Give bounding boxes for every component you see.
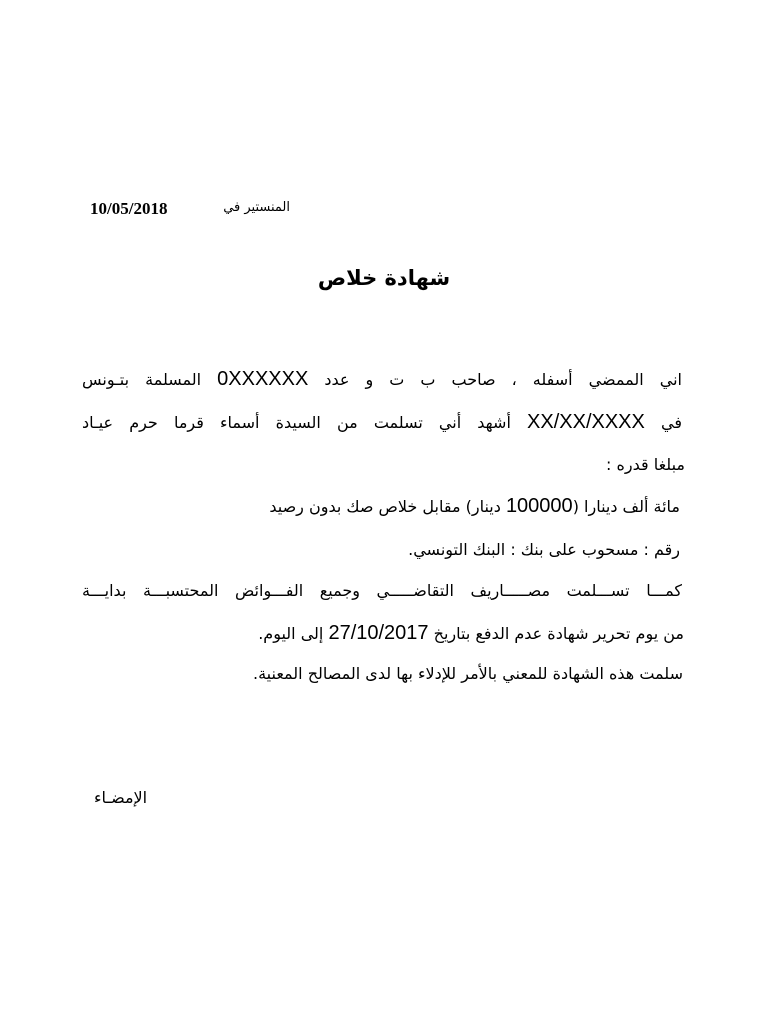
non-payment-date: 27/10/2017 xyxy=(328,622,429,644)
document-title: شهادة خلاص xyxy=(317,266,451,290)
issue-date: 10/05/2018 xyxy=(90,199,168,218)
body-line-1-end: المسلمة بتـونس xyxy=(82,370,218,389)
body-line-7-end: إلى اليوم. xyxy=(258,624,329,643)
body-line-4 xyxy=(269,494,680,519)
signature-label: الإمضـاء xyxy=(94,788,148,807)
amount-description: دينار) مقابل خلاص صك بدون رصيد xyxy=(269,497,506,516)
body-line-8: سلمت هذه الشهادة للمعني بالأمر للإدلاء بها لدى المصالح المعنية. xyxy=(253,664,683,683)
body-line-1-start: اني الممضي أسفله ، صاحب ب ت و عدد xyxy=(308,370,682,389)
body-line-1 xyxy=(82,367,682,392)
body-line-6: كمـــا تســـلمت مصـــــاريف التقاضـــــي وجميع الفـــوائض المحتسبـــة بدايـــة xyxy=(82,581,682,600)
id-card-number: 0XXXXXX xyxy=(217,368,309,390)
body-line-5: رقم : مسحوب على بنك : البنك التونسي. xyxy=(408,540,680,559)
amount-number: 100000 xyxy=(505,495,573,517)
amount-words: مائة ألف دينارا ( xyxy=(572,497,680,516)
body-line-2-end: أشهد أني تسلمت من السيدة أسماء قرما حرم عيـاد xyxy=(82,413,528,432)
body-line-7-start: من يوم تحرير شهادة عدم الدفع بتاريخ xyxy=(428,624,684,643)
body-line-3: مبلغا قدره : xyxy=(605,455,685,474)
place-label: المنستير في xyxy=(223,200,290,215)
body-line-7 xyxy=(258,621,684,646)
id-issue-date: XX/XX/XXXX xyxy=(527,411,645,433)
place-date-line xyxy=(90,199,290,223)
body-line-2 xyxy=(82,410,682,435)
body-line-2-start: في xyxy=(644,413,682,432)
